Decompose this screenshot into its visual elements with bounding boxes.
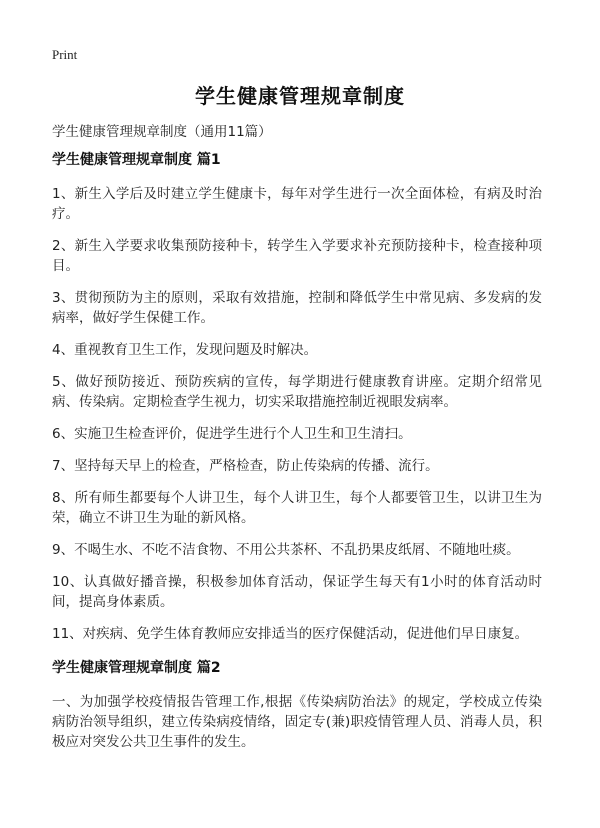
page-title: 学生健康管理规章制度	[195, 84, 405, 108]
section-heading-1: 学生健康管理规章制度 篇1	[52, 152, 221, 168]
page-subtitle: 学生健康管理规章制度（通用11篇）	[52, 124, 272, 140]
paragraph: 10、认真做好播音操，积极参加体育活动，保证学生每天有1小时的体育活动时间，提高身体素质。	[52, 574, 542, 610]
paragraph: 8、所有师生都要每个人讲卫生，每个人讲卫生，每个人都要管卫生，以讲卫生为荣，确立不讲卫生为耻的新风格。	[52, 490, 542, 526]
print-label: Print	[52, 47, 78, 62]
paragraph: 2、新生入学要求收集预防接种卡，转学生入学要求补充预防接种卡，检查接种项目。	[52, 238, 542, 274]
document-body	[52, 150, 542, 764]
paragraph: 6、实施卫生检查评价，促进学生进行个人卫生和卫生清扫。	[52, 426, 412, 442]
paragraph: 一、为加强学校疫情报告管理工作,根据《传染病防治法》的规定，学校成立传染病防治领导组织，建立传染病疫情络，固定专(兼)职疫情管理人员、消毒人员，积极应对突发公共卫生事件的发生。	[52, 694, 542, 750]
paragraph: 9、不喝生水、不吃不洁食物、不用公共茶杯、不乱扔果皮纸屑、不随地吐痰。	[52, 542, 520, 558]
paragraph: 4、重视教育卫生工作，发现问题及时解决。	[52, 342, 318, 358]
paragraph: 11、对疾病、免学生体育教师应安排适当的医疗保健活动，促进他们早日康复。	[52, 626, 529, 642]
paragraph: 3、贯彻预防为主的原则，采取有效措施，控制和降低学生中常见病、多发病的发病率，做好学生保健工作。	[52, 290, 542, 326]
paragraph: 5、做好预防接近、预防疾病的宣传，每学期进行健康教育讲座。定期介绍常见病、传染病。定期检查学生视力，切实采取措施控制近视眼发病率。	[52, 374, 542, 410]
paragraph: 1、新生入学后及时建立学生健康卡，每年对学生进行一次全面体检，有病及时治疗。	[52, 186, 542, 222]
section-heading-2: 学生健康管理规章制度 篇2	[52, 660, 221, 676]
paragraph: 7、坚持每天早上的检查，严格检查，防止传染病的传播、流行。	[52, 458, 439, 474]
